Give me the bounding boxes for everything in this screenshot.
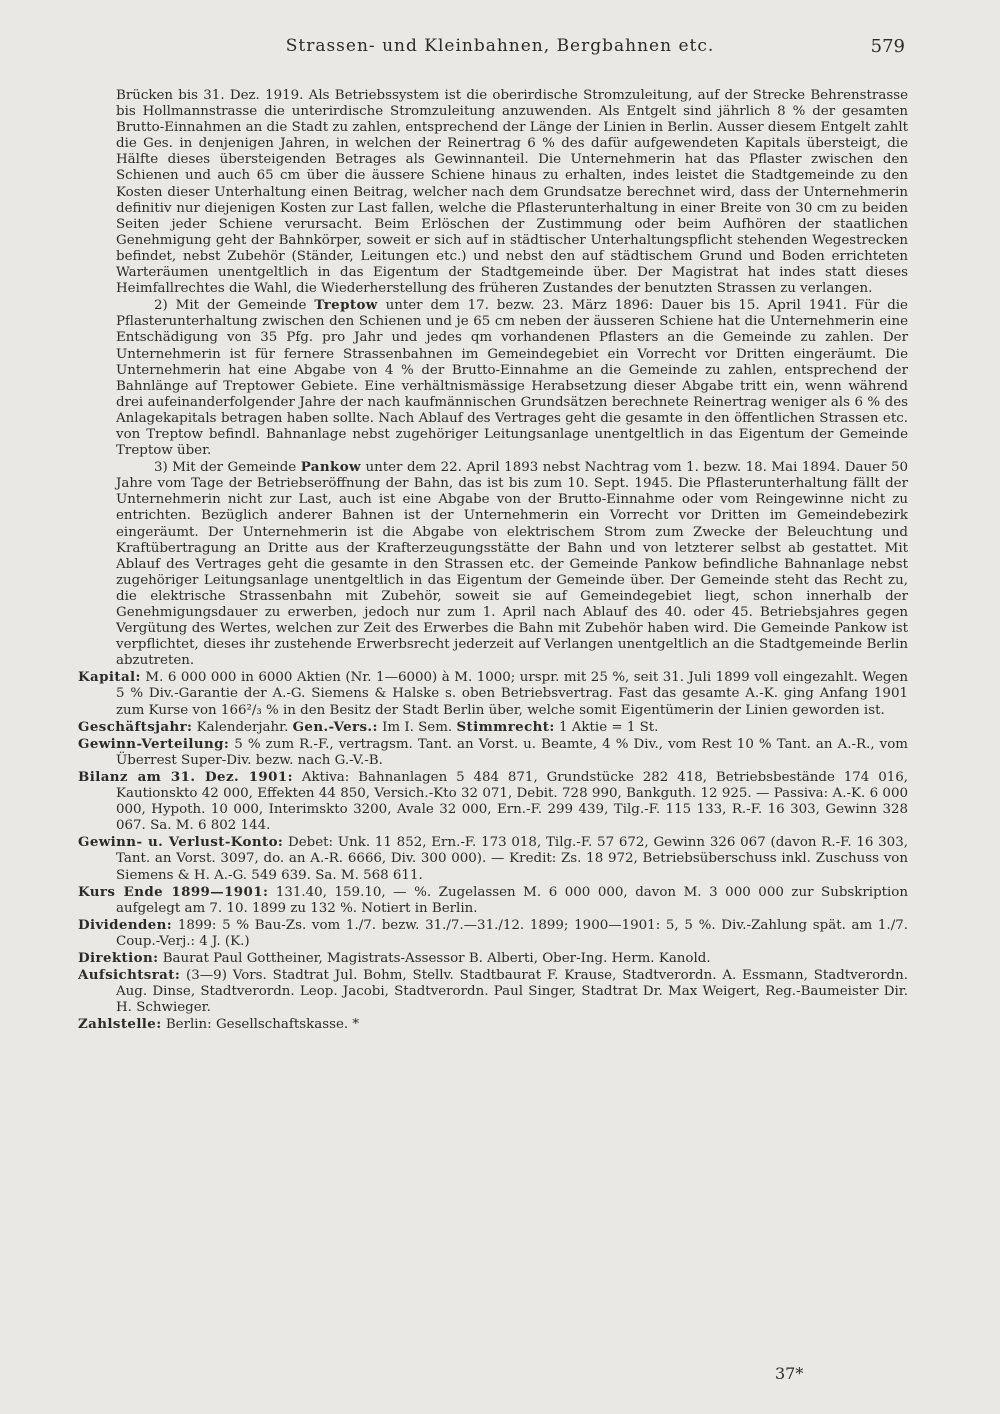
entry-label: Zahlstelle: (78, 1016, 162, 1033)
entry-direktion (78, 950, 908, 967)
entry-text: M. 6 000 000 in 6000 Aktien (Nr. 1—6000) à M. 1000; urspr. mit 25 %, seit 31. Juli 1899 voll eingezahlt. Wegen 5 % Div.-Garantie der A.-G. Siemens & Halske s. oben Betriebsvertrag. Fast das gesamte A.-K. ging Anfang 1901 zum Kurse von 166²/₃ % in den Besitz der Stadt Berlin über, welche somit Eigentümerin der Linien geworden ist. (116, 670, 908, 718)
entry-label: Aufsichtsrat: (78, 967, 181, 984)
entry-text: 1 Aktie = 1 St. (554, 719, 659, 735)
entry-aufsichtsrat (78, 967, 908, 1016)
entry-text: 131.40, 159.10, — %. Zugelassen M. 6 000 000, davon M. 3 000 000 zur Subskription aufgelegt am 7. 10. 1899 zu 132 %. Notiert in Berlin. (116, 884, 908, 916)
entry-label: Kurs Ende 1899—1901: (78, 883, 269, 900)
place-name: Pankow (300, 459, 361, 476)
item-pankow (78, 459, 908, 669)
entry-zahlstelle (78, 1016, 908, 1033)
entry-text: 5 % zum R.-F., vertragsm. Tant. an Vorst. u. Beamte, 4 % Div., vom Rest 10 % Tant. an A.-R., vom Überrest Super-Div. bezw. nach G.-V.-B. (116, 736, 908, 768)
item-text: unter dem 17. bezw. 23. März 1896: Dauer bis 15. April 1941. Für die Pflasterunterhaltung zwischen den Schienen und je 65 cm neben der äusseren Schiene hat die Unternehmerin eine Entschädigung von 35 Pfg. pro Jahr und jedes qm vorhandenen Pflasters an die Gemeinde zu zahlen. Der Unternehmerin ist für fernere Strassenbahnen im Gemeindegebiet ein Vorrecht vor Dritten eingeräumt. Die Unternehmerin hat eine Abgabe von 4 % der Brutto-Einnahme an die Gemeinde zu zahlen, entsprechend der Bahnlänge auf Treptower Gebiete. Eine verhältnismässige Herabsetzung dieser Abgabe tritt ein, wenn während drei aufeinanderfolgender Jahre der nach kaufmännischen Grundsätzen berechnete Reinertrag weniger als 6 % des Anlagekapitals betragen haben sollte. Nach Ablauf des Vertrages geht die gesamte in den öffentlichen Strassen etc. von Treptow befindl. Bahnanlage nebst zugehöriger Leitungsanlage unentgeltlich in das Eigentum der Gemeinde Treptow über. (116, 298, 908, 459)
entry-text: Berlin: Gesellschaftskasse. * (161, 1017, 360, 1033)
item-treptow (78, 297, 908, 459)
entry-label: Gen.-Vers.: (292, 718, 378, 735)
running-title: Strassen- und Kleinbahnen, Bergbahnen etc. (285, 36, 715, 56)
item-prefix: 3) Mit der Gemeinde (154, 460, 301, 476)
signature-mark: 37* (775, 1364, 804, 1383)
entry-label: Stimmrecht: (456, 718, 555, 735)
entry-label: Kapital: (78, 669, 141, 686)
entry-text: Im I. Sem. (377, 719, 457, 735)
entry-label: Bilanz am 31. Dez. 1901: (78, 768, 293, 785)
item-prefix: 2) Mit der Gemeinde (154, 298, 315, 314)
place-name: Treptow (314, 297, 378, 314)
entry-gewinn-verlust (78, 834, 908, 883)
entry-dividenden (78, 917, 908, 950)
entry-label: Geschäftsjahr: (78, 718, 193, 735)
entry-bilanz (78, 769, 908, 834)
entry-text: Baurat Paul Gottheiner, Magistrats-Assessor B. Alberti, Ober-Ing. Herm. Kanold. (158, 950, 711, 966)
entry-text: Kalenderjahr. (192, 719, 293, 735)
entry-label: Gewinn-Verteilung: (78, 735, 230, 752)
page-number: 579 (870, 36, 905, 57)
entry-label: Gewinn- u. Verlust-Konto: (78, 834, 284, 851)
entry-label: Direktion: (78, 949, 159, 966)
entry-label: Dividenden: (78, 916, 173, 933)
entry-text: (3—9) Vors. Stadtrat Jul. Bohm, Stellv. Stadtbaurat F. Krause, Stadtverordn. A. Essmann, Stadtverordn. Aug. Dinse, Stadtverordn. Leop. Jacobi, Stadtverordn. Paul Singer, Stadtrat Dr. Max Weigert, Reg.-Baumeister Dir. H. Schwieger. (116, 968, 908, 1016)
entry-text: Debet: Unk. 11 852, Ern.-F. 173 018, Tilg.-F. 57 672, Gewinn 326 067 (davon R.-F. 16 303, Tant. an Vorst. 3097, do. an A.-R. 6666, Div. 300 000). — Kredit: Zs. 18 972, Betriebsüberschuss inkl. Zuschuss von Siemens & H. A.-G. 549 639. Sa. M. 568 611. (116, 835, 908, 883)
entry-geschaeftsjahr (78, 719, 908, 736)
continuation-paragraph: Brücken bis 31. Dez. 1919. Als Betriebssystem ist die oberirdische Stromzuleitung, auf der Strecke Behrenstrasse bis Hollmannstrasse die unterirdische Stromzuleitung anzuwenden. Als Entgelt sind jährlich 8 % der gesamten Brutto-Einnahmen an die Stadt zu zahlen, entsprechend der Länge der Linien in Berlin. Ausser diesem Entgelt zahlt die Ges. in denjenigen Jahren, in welchen der Reinertrag 6 % des dafür aufgewendeten Kapitals übersteigt, die Hälfte dieses übersteigenden Betrages als Gewinnanteil. Die Unternehmerin hat das Pflaster zwischen den Schienen und auch 65 cm über die äussere Schiene hinaus zu erhalten, indes leistet die Stadtgemeinde zu den Kosten dieser Unterhaltung einen Beitrag, welcher nach dem Grundsatze berechnet wird, dass der Unternehmerin definitiv nur diejenigen Kosten zur Last fallen, welche die Pflasterunterhaltung in einer Breite von 30 cm zu beiden Seiten jeder Schiene verursacht. Beim Erlöschen der Zustimmung oder beim Aufhören der staatlichen Genehmigung geht der Bahnkörper, soweit er sich auf in städtischer Unterhaltungspflicht stehenden Wegestrecken befindet, nebst Zubehör (Ständer, Leitungen etc.) und nebst den auf städtischem Grund und Boden errichteten Warteräumen unentgeltlich in das Eigentum der Stadtgemeinde über. Der Magistrat hat indes statt dieses Heimfallrechtes die Wahl, die Wiederherstellung des früheren Zustandes der benutzten Strassen zu verlangen. (116, 88, 908, 297)
document-body (78, 88, 908, 1033)
running-head (0, 36, 1000, 60)
item-text: unter dem 22. April 1893 nebst Nachtrag vom 1. bezw. 18. Mai 1894. Dauer 50 Jahre vom Tage der Betriebseröffnung der Bahn, das ist bis zum 10. Sept. 1945. Die Pflasterunterhaltung fällt der Unternehmerin nicht zur Last, auch ist eine Abgabe von der Brutto-Einnahme oder vom Reingewinne nicht zu entrichten. Bezüglich anderer Bahnen ist der Unternehmerin ein Vorrecht vor Dritten im Gemeindebezirk eingeräumt. Der Unternehmerin ist die Abgabe von elektrischem Strom zum Zwecke der Beleuchtung und Kraftübertragung an Dritte aus der Krafterzeugungsstätte der Bahn und von letzterer selbst ab gestattet. Mit Ablauf des Vertrages geht die gesamte in den Strassen etc. der Gemeinde Pankow befindliche Bahnanlage nebst zugehöriger Leitungsanlage unentgeltlich in das Eigentum der Gemeinde über. Der Gemeinde steht das Recht zu, die elektrische Strassenbahn mit Zubehör, soweit sie auf Gemeindegebiet liegt, schon innerhalb der Genehmigungsdauer zu erwerben, jedoch nur zum 1. April nach Ablauf des 40. oder 45. Betriebsjahres gegen Vergütung des Wertes, welchen zur Zeit des Erwerbes die Bahn mit Zubehör haben wird. Die Gemeinde Pankow ist verpflichtet, dieses ihr zustehende Erwerbsrecht jederzeit auf Verlangen unentgeltlich an die Stadtgemeinde Berlin abzutreten. (116, 460, 908, 669)
entry-gewinn-verteilung (78, 736, 908, 769)
entry-kapital (78, 669, 908, 718)
entry-kurs (78, 884, 908, 917)
entry-text: 1899: 5 % Bau-Zs. vom 1./7. bezw. 31./7.—31./12. 1899; 1900—1901: 5, 5 %. Div.-Zahlung spät. am 1./7. Coup.-Verj.: 4 J. (K.) (116, 917, 908, 949)
entry-text: Aktiva: Bahnanlagen 5 484 871, Grundstücke 282 418, Betriebsbestände 174 016, Kautionskto 42 000, Effekten 44 850, Versich.-Kto 32 071, Debit. 728 990, Bankguth. 12 925. — Passiva: A.-K. 6 000 000, Hypoth. 10 000, Interimskto 3200, Avale 32 000, Ern.-F. 299 439, Tilg.-F. 115 133, R.-F. 16 303, Gewinn 328 067. Sa. M. 6 802 144. (116, 769, 909, 834)
